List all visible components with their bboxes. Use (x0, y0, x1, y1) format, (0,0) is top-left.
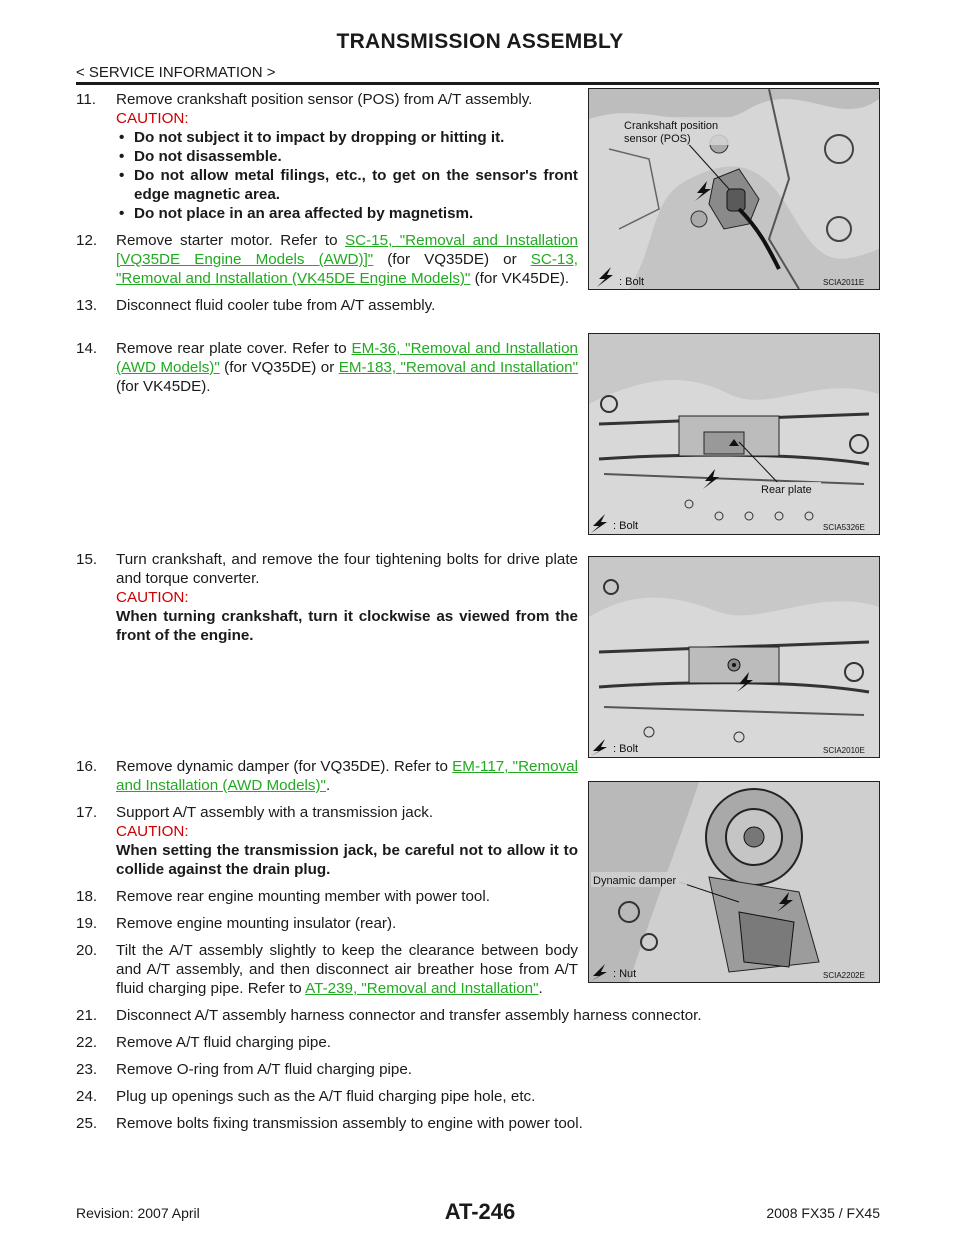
step-18 (76, 887, 578, 906)
step-20 (76, 941, 578, 998)
step-25 (76, 1114, 876, 1133)
figure-code: SCIA2011E (823, 278, 865, 287)
step-text: Support A/T assembly with a transmission jack. (116, 804, 434, 821)
figure-rear-plate (588, 333, 880, 535)
step-text: Disconnect fluid cooler tube from A/T assembly. (116, 297, 436, 314)
step-21 (76, 1006, 876, 1025)
figure-4-illustration (589, 782, 879, 982)
step-23 (76, 1060, 876, 1079)
step-17 (76, 803, 578, 879)
ref-link-em117[interactable]: EM-117, "Removal and Installation (AWD Models)" (116, 758, 578, 794)
figure-legend: : Bolt (619, 276, 645, 288)
step-15 (76, 550, 578, 645)
step-number: 18. (76, 888, 98, 905)
figure-legend: : Bolt (613, 520, 639, 532)
ref-link-sc15[interactable]: SC-15, "Removal and Installation [VQ35DE Engine Models (AWD)]" (116, 232, 578, 268)
step-number: 19. (76, 915, 98, 932)
figure-label: Crankshaft position (624, 120, 719, 132)
figure-crankshaft-sensor (588, 88, 880, 290)
page-number: AT-246 (444, 1199, 516, 1224)
figure-label: Dynamic damper (593, 875, 677, 887)
figure-legend: : Nut (613, 968, 637, 980)
figure-1-illustration (589, 89, 879, 289)
step-number: 22. (76, 1034, 98, 1051)
step-number: 16. (76, 758, 98, 775)
figure-code: SCIA5326E (823, 523, 865, 532)
ref-link-at239[interactable]: AT-239, "Removal and Installation" (305, 980, 539, 997)
figure-legend: : Bolt (613, 743, 639, 755)
step-text: Remove bolts fixing transmission assembly to engine with power tool. (116, 1115, 583, 1132)
figure-2-illustration (589, 334, 879, 534)
step-number: 11. (76, 91, 96, 108)
step-22 (76, 1033, 876, 1052)
step-text: Tilt the A/T assembly slightly to keep the clearance between body and A/T assembly, and then disconnect air breather hose from A/T fluid charging pipe. Refer to (116, 942, 578, 997)
step-number: 14. (76, 340, 98, 357)
step-number: 23. (76, 1061, 98, 1078)
caution-item: • Do not disassemble. (116, 147, 578, 166)
step-text: . (538, 980, 543, 997)
step-text: (for VK45DE). (116, 378, 211, 395)
page-title: TRANSMISSION ASSEMBLY (336, 30, 624, 53)
breadcrumb: < SERVICE INFORMATION > (76, 64, 276, 81)
caution-item: • Do not subject it to impact by dropping or hitting it. (116, 128, 578, 147)
step-text: Remove crankshaft position sensor (POS) from A/T assembly. (116, 91, 533, 108)
step-text: . (325, 777, 331, 794)
step-text: Turn crankshaft, and remove the four tightening bolts for drive plate and torque converter. (116, 551, 578, 587)
step-text: Remove rear plate cover. Refer to (116, 340, 352, 357)
ref-link-sc13[interactable]: SC-13, "Removal and Installation (VK45DE Engine Models)" (116, 251, 578, 287)
header-divider (76, 82, 879, 85)
revision-label: Revision: 2007 April (76, 1205, 200, 1221)
step-24 (76, 1087, 876, 1106)
step-number: 25. (76, 1115, 98, 1132)
ref-link-em36[interactable]: EM-36, "Removal and Installation (AWD Models)" (116, 340, 578, 376)
step-text: Remove O-ring from A/T fluid charging pipe. (116, 1061, 413, 1078)
figure-3-illustration (589, 557, 879, 757)
caution-text: When turning crankshaft, turn it clockwise as viewed from the front of the engine. (116, 608, 578, 644)
step-text: Remove dynamic damper (for VQ35DE). Refer to (116, 758, 453, 775)
figure-code: SCIA2202E (823, 971, 865, 980)
step-text: Remove rear engine mounting member with power tool. (116, 888, 490, 905)
caution-label: CAUTION: (116, 110, 189, 127)
figure-dynamic-damper (588, 781, 880, 983)
step-number: 15. (76, 551, 98, 568)
step-number: 21. (76, 1007, 98, 1024)
caution-label: CAUTION: (116, 823, 189, 840)
step-text: Remove starter motor. Refer to (116, 232, 346, 249)
step-number: 20. (76, 942, 98, 959)
step-text: (for VQ35DE) or (219, 359, 339, 376)
caution-text: When setting the transmission jack, be careful not to allow it to collide against the drain plug. (116, 842, 578, 878)
ref-link-em183[interactable]: EM-183, "Removal and Installation" (338, 359, 578, 376)
model-label: 2008 FX35 / FX45 (766, 1205, 880, 1221)
step-number: 17. (76, 804, 98, 821)
step-11 (76, 90, 578, 223)
step-text: Plug up openings such as the A/T fluid charging pipe hole, etc. (116, 1088, 536, 1105)
step-text: Remove engine mounting insulator (rear). (116, 915, 397, 932)
step-number: 24. (76, 1088, 98, 1105)
step-text: (for VQ35DE) or (373, 251, 531, 268)
step-19 (76, 914, 578, 933)
caution-item: • Do not allow metal filings, etc., to get on the sensor's front edge magnetic area. (116, 166, 578, 204)
step-text: Disconnect A/T assembly harness connector and transfer assembly harness connector. (116, 1007, 702, 1024)
caution-item: • Do not place in an area affected by magnetism. (116, 204, 578, 223)
step-number: 13. (76, 297, 98, 314)
step-text: (for VK45DE). (470, 270, 570, 287)
figure-label: Rear plate (761, 484, 812, 496)
step-14 (76, 339, 578, 396)
figure-code: SCIA2010E (823, 746, 865, 755)
step-16 (76, 757, 578, 795)
step-number: 12. (76, 232, 98, 249)
figure-drive-plate-bolts (588, 556, 880, 758)
figure-label: sensor (POS) (624, 133, 691, 145)
caution-list (116, 128, 578, 223)
step-text: Remove A/T fluid charging pipe. (116, 1034, 331, 1051)
step-12 (76, 231, 578, 288)
caution-label: CAUTION: (116, 589, 189, 606)
step-13 (76, 296, 578, 315)
